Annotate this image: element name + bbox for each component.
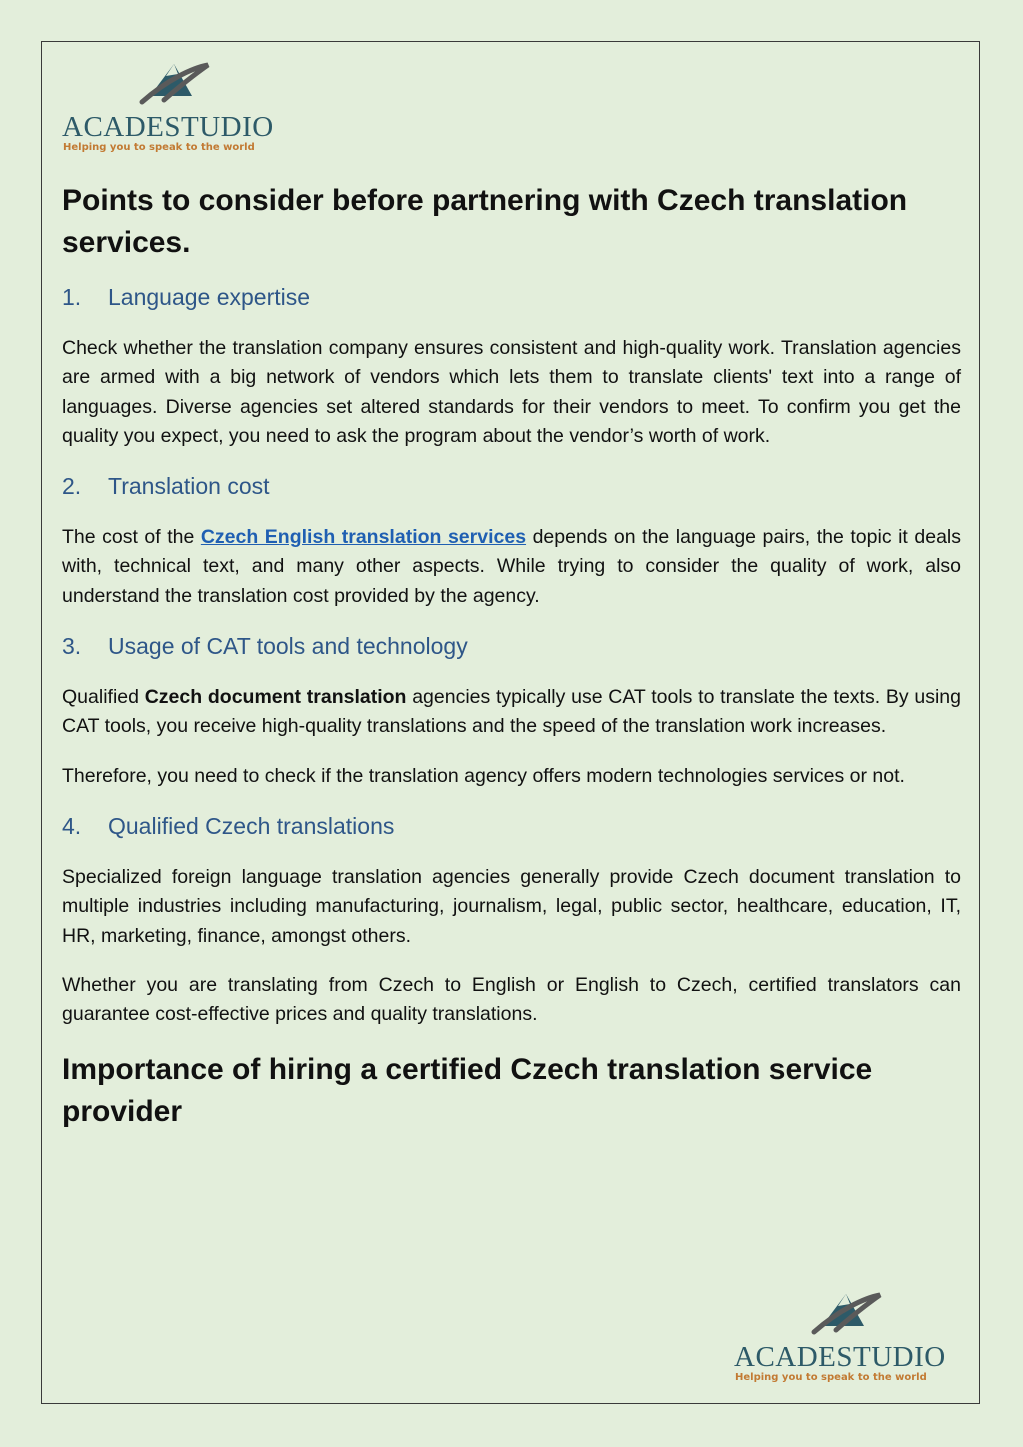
main-heading: Points to consider before partnering with Czech translation services. bbox=[62, 184, 908, 259]
logo-mark-icon bbox=[814, 1294, 880, 1332]
section-3-paragraph-2: Therefore, you need to check if the translation agency offers modern technologies services or not. bbox=[62, 764, 905, 787]
brand-logo-bottom bbox=[734, 1290, 964, 1385]
section-3-paragraph: Qualified Czech document translation agencies typically use CAT tools to translate the texts. By using CAT tools, you receive high-quality translations and the speed of the translation work increases. bbox=[62, 686, 961, 738]
czech-english-translation-link[interactable]: Czech English translation services bbox=[200, 526, 527, 549]
brand-name: ACADESTUDIO bbox=[734, 1341, 946, 1373]
secondary-heading: Importance of hiring a certified Czech translation service provider bbox=[62, 1053, 873, 1129]
section-1-paragraph: Check whether the translation company ensures consistent and high-quality work. Translation agencies are armed with a big network of vendors which lets them to translate clients' text into a range of languages. Diverse agencies set altered standards for their vendors to meet. To confirm you get the quality you expect, you need to ask the program about the vendor’s worth of work. bbox=[62, 337, 961, 447]
section-3-heading: 3. Usage of CAT tools and technology bbox=[62, 633, 468, 660]
brand-tagline: Helping you to speak to the world bbox=[63, 142, 255, 153]
section-2-paragraph: The cost of the Czech English translation services depends on the language pairs, the topic it deals with, technical text, and many other aspects. While trying to consider the quality of work, also understand the translation cost provided by the agency. bbox=[62, 526, 961, 607]
brand-name: ACADESTUDIO bbox=[62, 111, 274, 143]
section-4-paragraph: Specialized foreign language translation agencies generally provide Czech document translation to multiple industries including manufacturing, journalism, legal, public sector, healthcare, education, IT, HR, marketing, finance, amongst others. bbox=[62, 865, 961, 947]
section-4-heading: 4. Qualified Czech translations bbox=[62, 812, 395, 839]
section-1-heading: 1. Language expertise bbox=[62, 284, 311, 310]
section-4-paragraph-2: Whether you are translating from Czech to English or English to Czech, certified translators can guarantee cost-effective prices and quality translations. bbox=[62, 973, 961, 1026]
section-2-heading: 2. Translation cost bbox=[62, 473, 270, 500]
brand-tagline: Helping you to speak to the world bbox=[735, 1372, 927, 1383]
logo-mark-icon bbox=[142, 64, 208, 102]
brand-logo-top bbox=[62, 60, 292, 155]
document-body bbox=[62, 180, 961, 1133]
